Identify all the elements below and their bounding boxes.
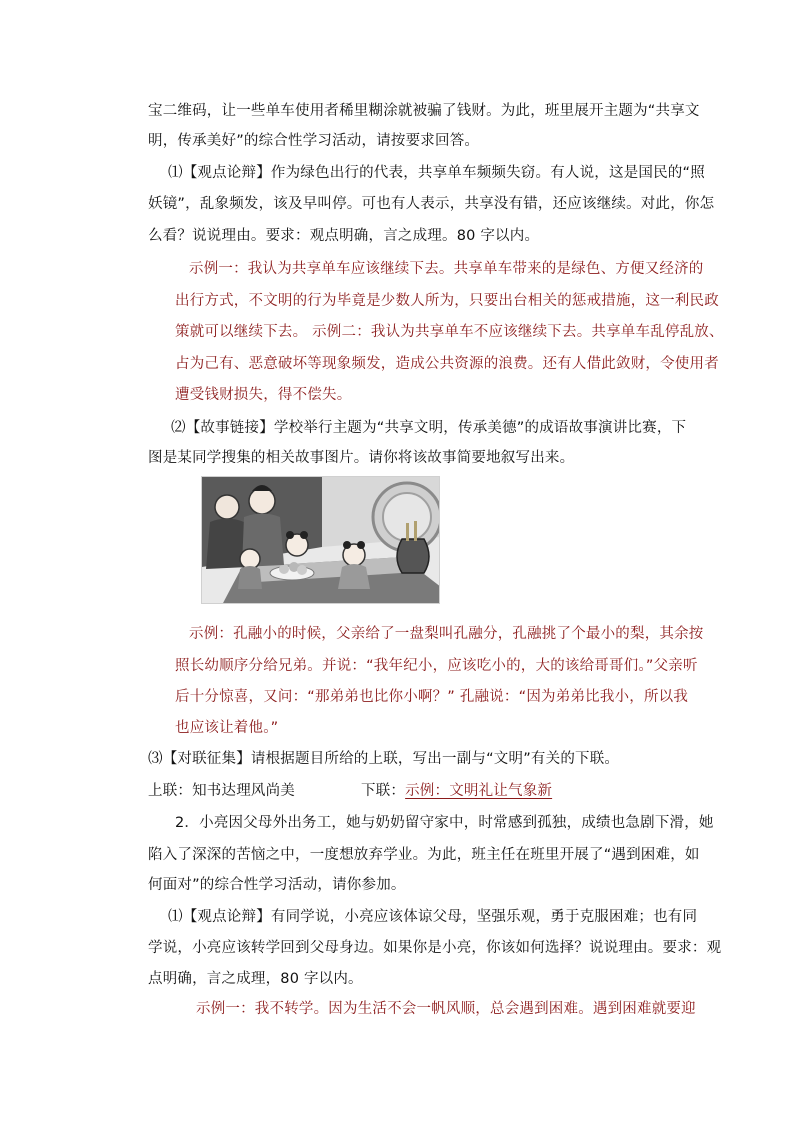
question-1-line: ⑴【观点论辩】作为绿色出行的代表，共享单车频频失窃。有人说，这是国民的“照 [168, 165, 705, 181]
answer-1-line: 策就可以继续下去。 示例二：我认为共享单车不应该继续下去。共享单车乱停乱放、 [175, 324, 724, 340]
section-2-question-1-line: 点明确，言之成理，80 字以内。 [148, 971, 363, 987]
answer-2-line: 示例：孔融小的时候，父亲给了一盘梨叫孔融分，孔融挑了个最小的梨，其余按 [189, 626, 704, 642]
paragraph-line: 宝二维码，让一些单车使用者稀里糊涂就被骗了钱财。为此，班里展开主题为“共享文 [148, 103, 700, 119]
couplet-lower-answer: 示例：文明礼让气象新 [405, 783, 553, 799]
question-1-line: 妖镜”，乱象频发，该及早叫停。可也有人表示，共享没有错，还应该继续。对此，你怎 [148, 196, 715, 212]
section-2-question-1-line: ⑴【观点论辩】有同学说，小亮应该体谅父母，坚强乐观，勇于克服困难；也有同 [168, 909, 698, 925]
section-2-line: 陷入了深深的苦恼之中，一度想放弃学业。为此，班主任在班里开展了“遇到困难，如 [148, 847, 700, 863]
couplet-lower-label: 下联： [361, 783, 406, 799]
answer-1-line: 遭受钱财损失，得不偿失。 [175, 387, 352, 403]
question-1-line: 么看？说说理由。要求：观点明确，言之成理。80 字以内。 [148, 228, 540, 244]
kong-rong-pears-illustration [201, 476, 440, 604]
illustration-drawing [202, 477, 440, 604]
paragraph-line: 明，传承美好”的综合性学习活动，请按要求回答。 [148, 133, 480, 149]
section-2-answer-1-line: 示例一：我不转学。因为生活不会一帆风顺，总会遇到困难。遇到困难就要迎 [196, 1001, 696, 1017]
answer-1-line: 出行方式，不文明的行为毕竟是少数人所为，只要出台相关的惩戒措施，这一利民政 [175, 293, 719, 309]
answer-1-line: 示例一：我认为共享单车应该继续下去。共享单车带来的是绿色、方便又经济的 [189, 261, 704, 277]
couplet-upper: 上联：知书达理风尚美 [148, 783, 295, 799]
section-2-line: 2．小亮因父母外出务工，她与奶奶留守家中，时常感到孤独，成绩也急剧下滑，她 [175, 815, 714, 831]
section-2-question-1-line: 学说，小亮应该转学回到父母身边。如果你是小亮，你该如何选择？说说理由。要求：观 [148, 940, 722, 956]
answer-2-line: 也应该让着他。” [175, 720, 279, 736]
question-3-line: ⑶【对联征集】请根据题目所给的上联，写出一副与“文明”有关的下联。 [148, 751, 620, 767]
question-2-line: 图是某同学搜集的相关故事图片。请你将该故事简要地叙写出来。 [148, 450, 575, 466]
answer-2-line: 照长幼顺序分给兄弟。并说：“我年纪小，应该吃小的，大的该给哥哥们。”父亲听 [175, 658, 698, 674]
couplet-lower [361, 781, 552, 801]
question-2-line: ⑵【故事链接】学校举行主题为“共享文明，传承美德”的成语故事演讲比赛，下 [171, 420, 687, 436]
answer-2-line: 后十分惊喜，又问：“那弟弟也比你小啊？” 孔融说：“因为弟弟比我小，所以我 [175, 689, 689, 705]
answer-1-line: 占为己有、恶意破坏等现象频发，造成公共资源的浪费。还有人借此敛财，令使用者 [175, 356, 719, 372]
section-2-line: 何面对”的综合性学习活动，请你参加。 [148, 877, 406, 893]
